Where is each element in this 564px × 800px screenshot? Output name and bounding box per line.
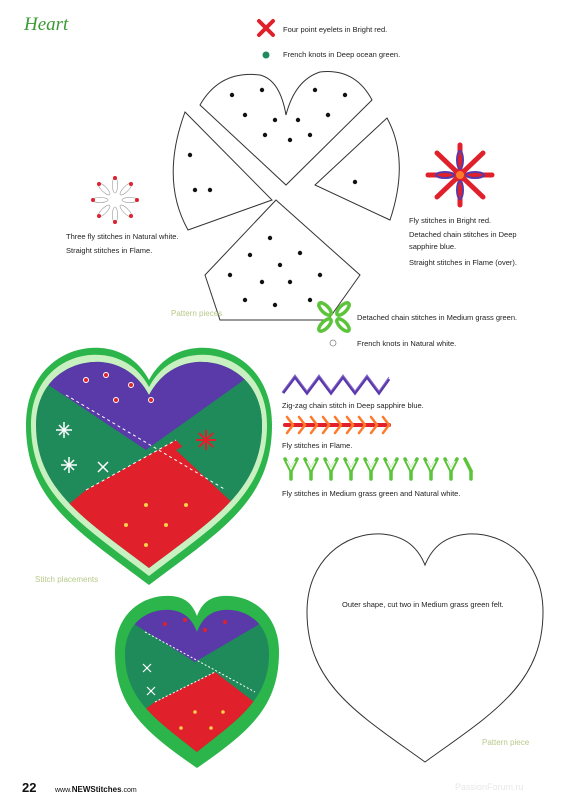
eyelet-cross-icon bbox=[256, 18, 276, 38]
right-note-2: Detached chain stitches in Deep bbox=[409, 230, 517, 239]
flame-fly-note: Fly stitches in Flame. bbox=[282, 441, 353, 450]
green-fly-note: Fly stitches in Medium grass green and Natural white. bbox=[282, 489, 461, 498]
green-fly-stitch-sample bbox=[281, 455, 475, 483]
right-note-3: sapphire blue. bbox=[409, 242, 457, 251]
white-french-knot-icon bbox=[328, 338, 338, 348]
right-note-1: Fly stitches in Bright red. bbox=[409, 216, 492, 225]
pattern-pieces-diagram bbox=[150, 60, 410, 330]
french-knot-note: French knots in Deep ocean green. bbox=[283, 50, 401, 59]
zigzag-note: Zig-zag chain stitch in Deep sapphire blue. bbox=[282, 401, 424, 410]
right-note-4: Straight stitches in Flame (over). bbox=[409, 258, 517, 267]
red-fly-stitch-flower-icon bbox=[420, 140, 500, 210]
green-detached-chain-icon bbox=[316, 300, 352, 334]
french-knot-icon bbox=[261, 50, 271, 60]
pattern-pieces-caption: Pattern pieces bbox=[171, 309, 223, 318]
zigzag-chain-sample bbox=[281, 373, 391, 397]
left-note-2: Straight stitches in Flame. bbox=[66, 246, 153, 255]
pattern-piece-caption: Pattern piece bbox=[482, 738, 530, 747]
white-fly-stitch-flower-icon bbox=[90, 175, 140, 225]
outer-shape-note: Outer shape, cut two in Medium grass green felt. bbox=[342, 600, 504, 609]
outer-shape-pattern-piece bbox=[300, 520, 550, 770]
stitch-placements-caption: Stitch placements bbox=[35, 575, 99, 584]
eyelet-note: Four point eyelets in Bright red. bbox=[283, 25, 388, 34]
page-title: Heart bbox=[24, 14, 69, 35]
page-number: 22 bbox=[22, 780, 37, 795]
site-url: www.NEWStitches.com bbox=[55, 785, 137, 794]
finished-heart-photo bbox=[115, 592, 280, 770]
left-note-1: Three fly stitches in Natural white. bbox=[66, 232, 179, 241]
watermark: PassionForum.ru bbox=[455, 782, 524, 792]
detached-chain-note: Detached chain stitches in Medium grass green. bbox=[357, 313, 518, 322]
flame-fly-stitch-sample bbox=[281, 414, 393, 436]
stitch-placements-heart bbox=[26, 340, 272, 590]
french-white-note: French knots in Natural white. bbox=[357, 339, 457, 348]
